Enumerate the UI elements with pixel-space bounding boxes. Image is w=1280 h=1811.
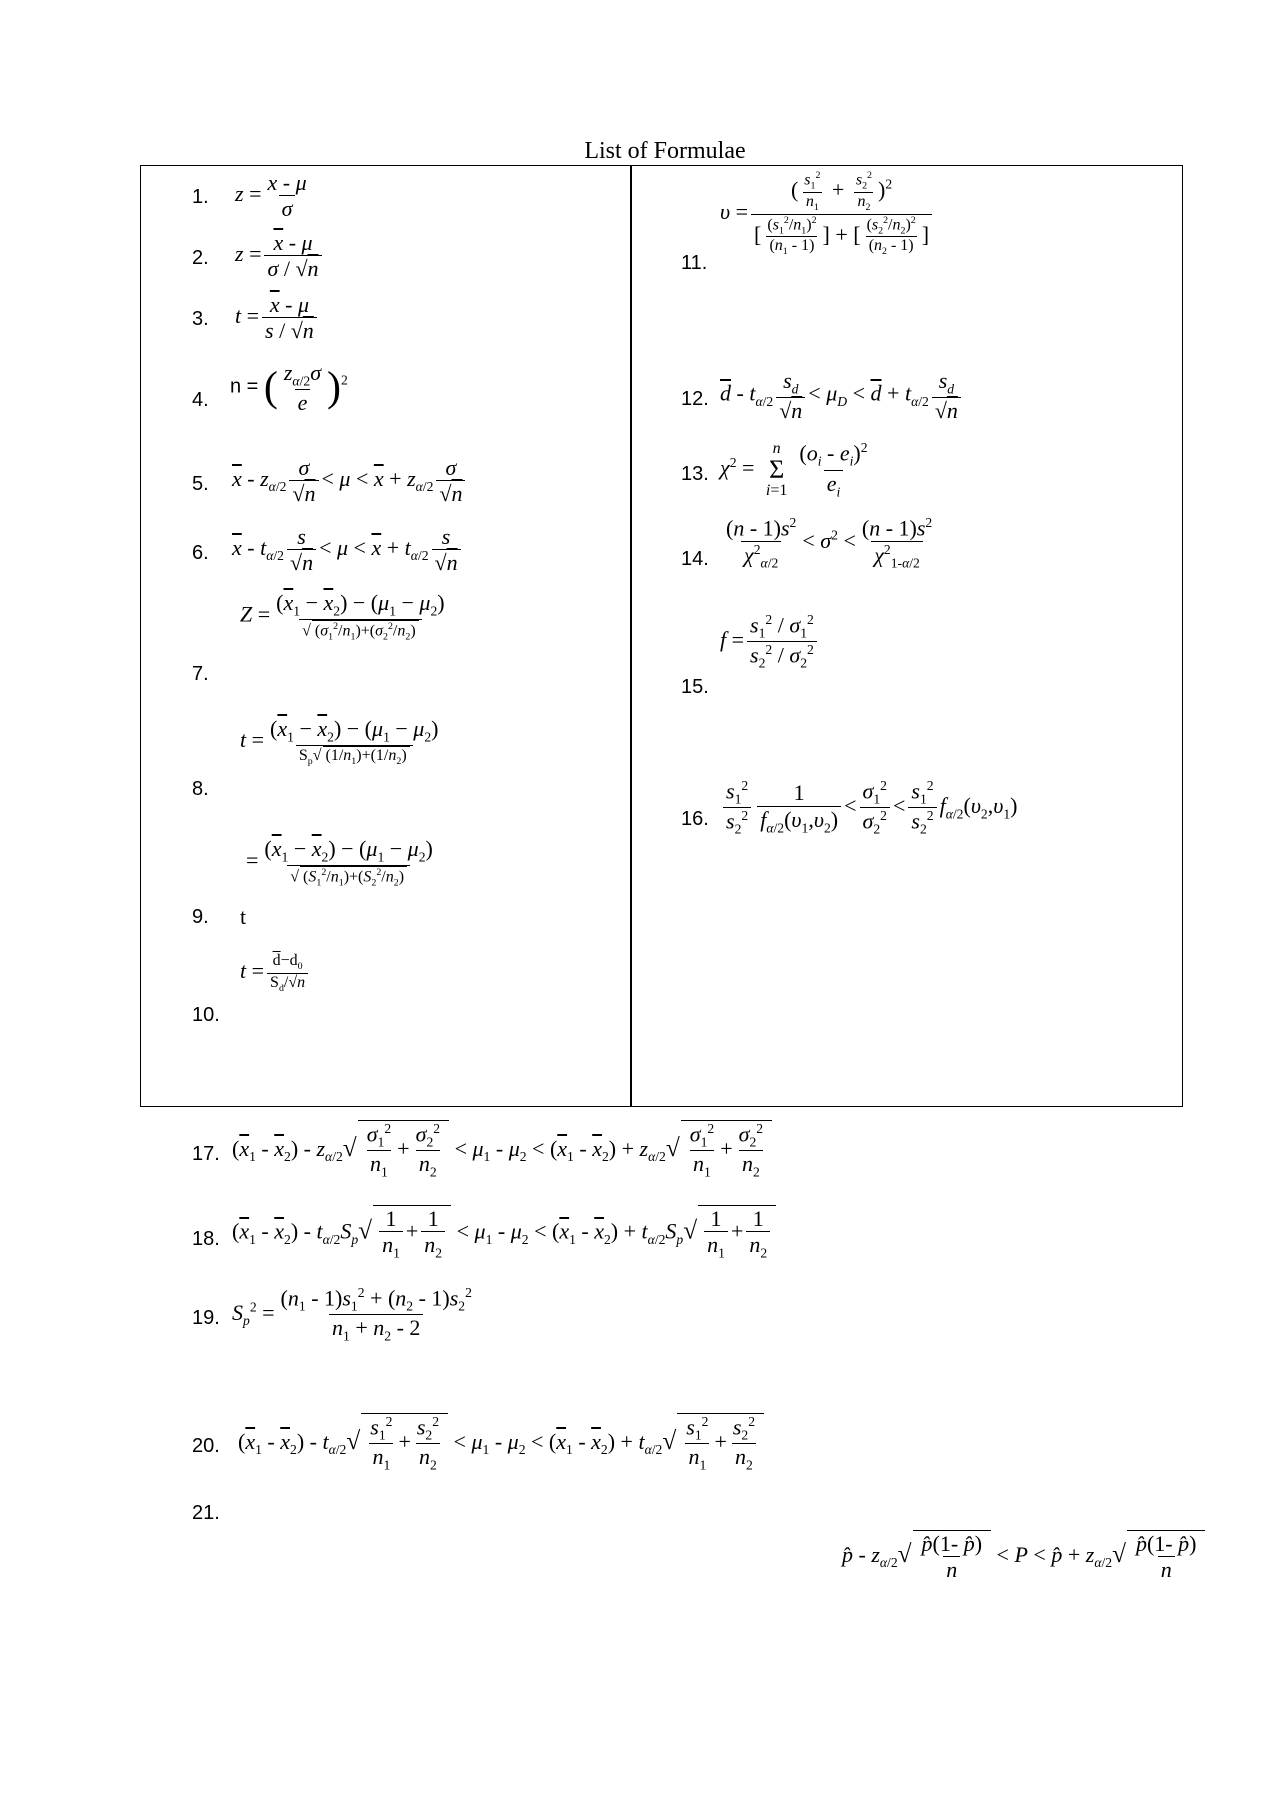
formula-number-20: 20.	[192, 1435, 220, 1457]
formula-8: t = $\frac{(\overline{x}_1 - \overline{x}_2) - (\mu_1 - \mu_2)}{S_p√ (1/n_1)+(1/n_2)}$	[240, 716, 439, 768]
n-equals: n =	[230, 375, 259, 398]
t-label-9: t	[240, 904, 247, 929]
formula-number-8: 8.	[192, 778, 209, 800]
formula-7: Z = $\frac{(\overline{x}_1 - \overline{x}_2) - (\mu_1 - \mu_2)}{√ (\sigma_1^2/n_1)+(\sigma_2^2/n_2)}$	[240, 590, 445, 643]
formula-12: $\overline{d} - t_{\alpha/2}$ $\frac{s_d}{√n}$ < $\mu_D < \overline{d} + t_{\alpha/2}$ $\frac{s_d}{√n}$	[720, 368, 964, 423]
formula-number-3: 3.	[192, 308, 209, 330]
equals-9: =	[246, 847, 259, 873]
formula-number-7: 7.	[192, 663, 209, 685]
formula-number-13: 13.	[681, 463, 709, 485]
formula-number-16: 16.	[681, 808, 709, 830]
formula-9: = $\frac{(\overline{x}_1 - \overline{x}_2) - (\mu_1 - \mu_2)}{√ (S_1^2/n_1)+(S_2^2/n_2)}$	[246, 836, 433, 889]
formula-number-14: 14.	[681, 548, 709, 570]
formula-number-15: 15.	[681, 676, 709, 698]
formula-3: t = $\frac{\overline{x} - \mu}{s / √n}$	[235, 292, 320, 344]
formula-number-4: 4.	[192, 389, 209, 411]
formula-number-11: 11.	[681, 252, 708, 274]
page-title: List of Formulae	[584, 138, 746, 164]
formula-number-18: 18.	[192, 1228, 220, 1250]
formula-13: $\chi^2$ = n Σ i=1 $\frac{(o_i - e_i)^2}{e_i}$	[720, 440, 868, 500]
formula-15: f = $\frac{s_1^2 / \sigma_1^2}{s_2^2 / \sigma_2^2}$	[720, 612, 820, 672]
formula-18: $(\overline{x}_1 - \overline{x}_2) - t_{\alpha/2}S_p√$ $\frac{1}{n_1}$ + $\frac{1}{n_2}$ < $\mu_1 - \mu_2 < (\overline{x}_1 - \overline{x}_2) + t_{\alpha/2}S_p√$ $\frac{1}{n_1}$ + $\frac{1}{n_2}$	[232, 1205, 776, 1261]
formula-1: z = $\frac{x - \mu}{\sigma}$	[235, 170, 307, 222]
formula-number-6: 6.	[192, 542, 209, 564]
column-divider	[630, 165, 632, 1107]
formula-number-21: 21.	[192, 1502, 220, 1524]
formula-5: $\overline{x} - z_{\alpha/2}$ $\frac{\sigma}{√n}$ < $\mu < \overline{x} + z_{\alpha/2}$ $\frac{\sigma}{√n}$	[232, 455, 468, 507]
formula-2: z = $\frac{\overline{x} - \mu}{\sigma / √n}$	[235, 230, 325, 282]
formula-20: $(\overline{x}_1 - \overline{x}_2) - t_{\alpha/2}√$ $\frac{s_1^2}{n_1}$ + $\frac{s_2^2}{n_2}$ < $\mu_1 - \mu_2 < (\overline{x}_1 - \overline{x}_2) + t_{\alpha/2}√$ $\frac{s_1^2}{n_1}$ + $\frac{s_2^2}{n_2}$	[238, 1413, 764, 1473]
formula-17: $(\overline{x}_1 - \overline{x}_2) - z_{\alpha/2}√$ $\frac{\sigma_1^2}{n_1}$ + $\frac{\sigma_2^2}{n_2}$ < $\mu_1 - \mu_2 < (\overline{x}_1 - \overline{x}_2) + z_{\alpha/2}√$ $\frac{\sigma_1^2}{n_1}$ + $\frac{\sigma_2^2}{n_2}$	[232, 1120, 772, 1180]
formula-16: $\frac{s_1^2}{s_2^2}$ $\frac{1}{f_{\alpha/2}(\upsilon_1,\upsilon_2)}$ < $\frac{\sigma_1^2}{\sigma_2^2}$ < $\frac{s_1^2}{s_2^2}$ $f_{\alpha/2}(\upsilon_2,\upsilon_1)$	[720, 778, 1017, 838]
formula-number-2: 2.	[192, 247, 209, 269]
formula-19: $S_p^2$ = $\frac{(n_1 - 1)s_1^2 + (n_2 - 1)s_2^2}{n_1 + n_2 - 2}$	[232, 1285, 472, 1344]
formula-number-9: 9.	[192, 906, 209, 928]
formula-21: p̂ - $z_{\alpha/2}√$ $\frac{p̂(1- p̂)}{n}$ < P < p̂ + $z_{\alpha/2}√$ $\frac{p̂(1- p̂)}{n}$	[842, 1530, 1205, 1583]
formula-number-10: 10.	[192, 1004, 220, 1026]
formula-number-5: 5.	[192, 473, 209, 495]
formula-number-12: 12.	[681, 388, 709, 410]
formula-number-1: 1.	[192, 186, 209, 208]
formula-10: t = $\frac{\overline{d}-d_0}{S_d/√n}$	[240, 952, 311, 994]
formula-14: $\frac{(n - 1)s^2}{\chi^2_{\alpha/2}}$ < $\sigma^2$ < $\frac{(n - 1)s^2}{\chi^2_{1-\alpha/2}}$	[726, 515, 933, 571]
formula-11: υ = ( $\frac{s_1^2}{n_1}$ + $\frac{s_2^2}{n_2}$ )$^2$ [ $\frac{(s_1^2/n_1)^2}{(n_1 - 1)}$ ] + [ $\frac{(s_2^2/n_2)^2}{(n_2 - 1)}$ ]	[720, 170, 935, 258]
formula-4: n = ( $\frac{z_{\alpha/2}\sigma}{e}$ )$^2$	[230, 360, 348, 416]
formula-number-17: 17.	[192, 1143, 220, 1165]
formula-number-19: 19.	[192, 1307, 220, 1329]
formula-6: $\overline{x} - t_{\alpha/2}$ $\frac{s}{√n}$ < $\mu < \overline{x} + t_{\alpha/2}$ $\frac{s}{√n}$	[232, 524, 464, 576]
